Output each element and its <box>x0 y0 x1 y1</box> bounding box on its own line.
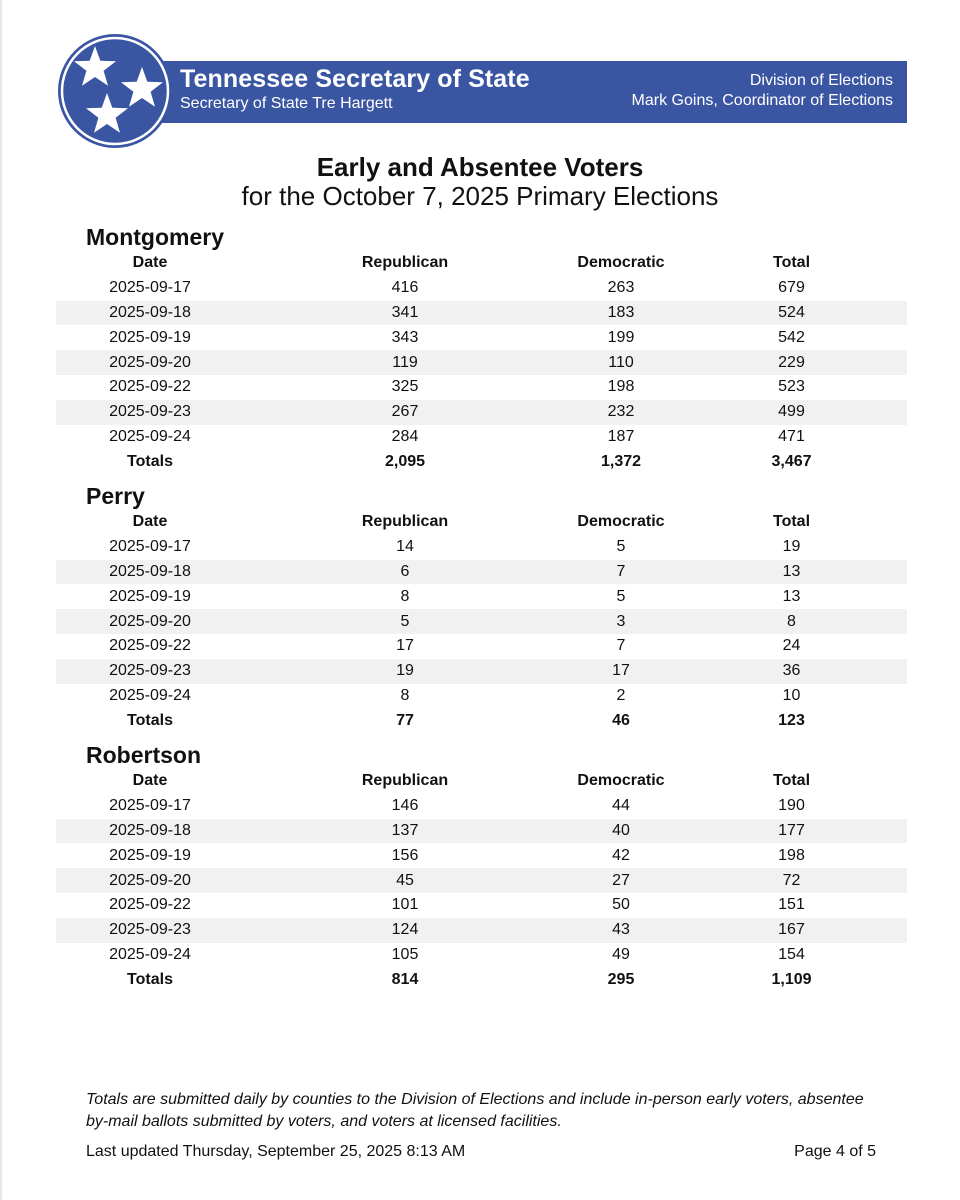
table-cell: 2025-09-17 <box>109 279 191 297</box>
table-cell: 2025-09-19 <box>109 587 191 605</box>
table-cell: 8 <box>400 686 410 704</box>
table-row <box>56 684 907 709</box>
table-cell: 2 <box>616 686 626 704</box>
table-cell: 5 <box>616 538 626 556</box>
table-cell: 2025-09-18 <box>56 560 244 585</box>
table-row <box>56 325 907 350</box>
totals-cell: 2,095 <box>384 452 426 470</box>
table-cell: 42 <box>612 846 630 864</box>
table-cell: 14 <box>396 538 414 556</box>
table-cell: 2025-09-18 <box>56 819 244 844</box>
table-cell: 43 <box>566 918 676 943</box>
table-cell: 2025-09-22 <box>109 378 191 396</box>
totals-cell: Totals <box>127 711 173 729</box>
totals-cell: 77 <box>396 711 414 729</box>
table-cell: 2025-09-19 <box>109 328 191 346</box>
column-header: Date <box>132 513 168 531</box>
table-cell: 151 <box>778 896 805 914</box>
table-cell: 2025-09-23 <box>56 659 244 684</box>
table-cell: 183 <box>566 301 676 326</box>
table-cell: 267 <box>244 400 566 425</box>
table-cell: 679 <box>778 279 805 297</box>
table-row <box>56 609 907 634</box>
table-row <box>56 535 907 560</box>
table-cell: 2025-09-22 <box>109 896 191 914</box>
table-cell: 199 <box>607 328 635 346</box>
table-cell: 2025-09-22 <box>109 637 191 655</box>
table-cell: 167 <box>676 918 907 943</box>
column-header: Date <box>132 254 168 272</box>
column-header: Republican <box>361 513 449 531</box>
totals-row <box>56 967 907 992</box>
table-row <box>56 584 907 609</box>
table-row <box>56 375 907 400</box>
table-cell: 119 <box>244 350 566 375</box>
table-cell: 17 <box>566 659 676 684</box>
totals-row <box>56 708 907 733</box>
table-header-row <box>56 510 907 535</box>
table-cell: 7 <box>566 560 676 585</box>
table-cell: 325 <box>391 378 419 396</box>
table-cell: 2025-09-24 <box>109 945 191 963</box>
county-name: Montgomery <box>86 224 224 250</box>
table-cell: 40 <box>566 819 676 844</box>
table-cell: 45 <box>244 868 566 893</box>
column-header: Democratic <box>577 513 665 531</box>
table-cell: 499 <box>676 400 907 425</box>
totals-cell: 814 <box>391 970 419 988</box>
table-cell: 6 <box>244 560 566 585</box>
table-cell: 124 <box>244 918 566 943</box>
totals-row <box>56 449 907 474</box>
table-cell: 471 <box>778 427 805 445</box>
column-header: Democratic <box>577 254 665 272</box>
totals-cell: 295 <box>607 970 635 988</box>
table-cell: 542 <box>778 328 805 346</box>
table-cell: 2025-09-19 <box>109 846 191 864</box>
column-header: Total <box>772 254 811 272</box>
table-cell: 156 <box>391 846 419 864</box>
agency-title: Tennessee Secretary of State <box>180 65 530 93</box>
agency-subtitle: Secretary of State Tre Hargett <box>180 95 393 112</box>
table-cell: 24 <box>782 637 801 655</box>
table-cell: 146 <box>391 797 419 815</box>
table-cell: 343 <box>391 328 419 346</box>
page-number: Page 4 of 5 <box>794 1143 876 1160</box>
county-name: Perry <box>86 483 145 509</box>
footnote: Totals are submitted daily by counties to the Division of Elections and include in-person early voters, absentee by-mail ballots submitted by voters, and voters at licensed facilities. <box>86 1091 864 1130</box>
table-cell: 198 <box>607 378 635 396</box>
table-cell: 232 <box>566 400 676 425</box>
county-section-perry <box>56 483 907 733</box>
table-row <box>56 819 907 844</box>
table-cell: 2025-09-23 <box>56 400 244 425</box>
table-row <box>56 350 907 375</box>
voter-table <box>56 769 907 992</box>
table-row <box>56 276 907 301</box>
table-cell: 2025-09-18 <box>56 301 244 326</box>
table-cell: 10 <box>782 686 801 704</box>
table-cell: 36 <box>676 659 907 684</box>
table-cell: 110 <box>566 350 676 375</box>
county-name: Robertson <box>86 742 201 768</box>
totals-cell: 123 <box>778 711 805 729</box>
table-cell: 523 <box>778 378 805 396</box>
table-row <box>56 794 907 819</box>
table-cell: 13 <box>782 587 801 605</box>
table-header-row <box>56 769 907 794</box>
table-cell: 101 <box>391 896 419 914</box>
table-cell: 263 <box>607 279 635 297</box>
table-cell: 49 <box>612 945 630 963</box>
table-cell: 13 <box>676 560 907 585</box>
header-banner <box>105 61 907 123</box>
table-row <box>56 893 907 918</box>
table-cell: 2025-09-20 <box>56 350 244 375</box>
table-cell: 72 <box>676 868 907 893</box>
table-cell: 284 <box>391 427 419 445</box>
column-header: Republican <box>361 772 449 790</box>
table-row <box>56 943 907 968</box>
table-cell: 416 <box>391 279 419 297</box>
totals-cell: 46 <box>612 711 630 729</box>
table-row <box>56 634 907 659</box>
table-cell: 5 <box>616 587 626 605</box>
tennessee-tristar-seal-icon <box>57 33 173 149</box>
table-cell: 50 <box>612 896 630 914</box>
table-row <box>56 918 907 943</box>
column-header: Date <box>132 772 168 790</box>
table-cell: 187 <box>607 427 635 445</box>
voter-table <box>56 251 907 474</box>
document-subtitle: for the October 7, 2025 Primary Elections <box>241 181 719 211</box>
table-cell: 229 <box>676 350 907 375</box>
table-cell: 137 <box>244 819 566 844</box>
table-cell: 44 <box>612 797 630 815</box>
table-row <box>56 659 907 684</box>
column-header: Republican <box>361 254 449 272</box>
table-row <box>56 425 907 450</box>
table-cell: 2025-09-24 <box>109 427 191 445</box>
division-name: Division of Elections <box>749 72 893 89</box>
table-cell: 8 <box>400 587 410 605</box>
column-header: Total <box>772 513 811 531</box>
table-cell: 2025-09-20 <box>56 609 244 634</box>
county-section-montgomery <box>56 224 907 474</box>
table-row <box>56 400 907 425</box>
column-header: Total <box>772 772 811 790</box>
coordinator-name: Mark Goins, Coordinator of Elections <box>631 92 893 109</box>
totals-cell: Totals <box>127 452 173 470</box>
table-cell: 341 <box>244 301 566 326</box>
table-row <box>56 301 907 326</box>
table-cell: 2025-09-23 <box>56 918 244 943</box>
table-cell: 2025-09-17 <box>109 797 191 815</box>
table-cell: 19 <box>782 538 801 556</box>
document-title: Early and Absentee Voters <box>316 152 644 182</box>
table-cell: 105 <box>391 945 419 963</box>
totals-cell: Totals <box>127 970 173 988</box>
table-cell: 177 <box>676 819 907 844</box>
table-cell: 190 <box>778 797 805 815</box>
table-row <box>56 560 907 585</box>
table-row <box>56 843 907 868</box>
table-cell: 2025-09-24 <box>109 686 191 704</box>
table-cell: 3 <box>566 609 676 634</box>
table-cell: 17 <box>396 637 414 655</box>
table-cell: 2025-09-17 <box>109 538 191 556</box>
table-cell: 27 <box>566 868 676 893</box>
table-cell: 5 <box>244 609 566 634</box>
totals-cell: 1,109 <box>771 970 812 988</box>
table-cell: 154 <box>778 945 805 963</box>
table-cell: 8 <box>676 609 907 634</box>
voter-table <box>56 510 907 733</box>
table-cell: 198 <box>778 846 805 864</box>
totals-cell: 1,372 <box>600 452 642 470</box>
table-cell: 19 <box>244 659 566 684</box>
table-row <box>56 868 907 893</box>
table-cell: 524 <box>676 301 907 326</box>
column-header: Democratic <box>577 772 665 790</box>
last-updated: Last updated Thursday, September 25, 2025 8:13 AM <box>86 1143 466 1160</box>
table-header-row <box>56 251 907 276</box>
table-cell: 2025-09-20 <box>56 868 244 893</box>
table-cell: 7 <box>616 637 626 655</box>
county-section-robertson <box>56 742 907 992</box>
totals-cell: 3,467 <box>771 452 812 470</box>
